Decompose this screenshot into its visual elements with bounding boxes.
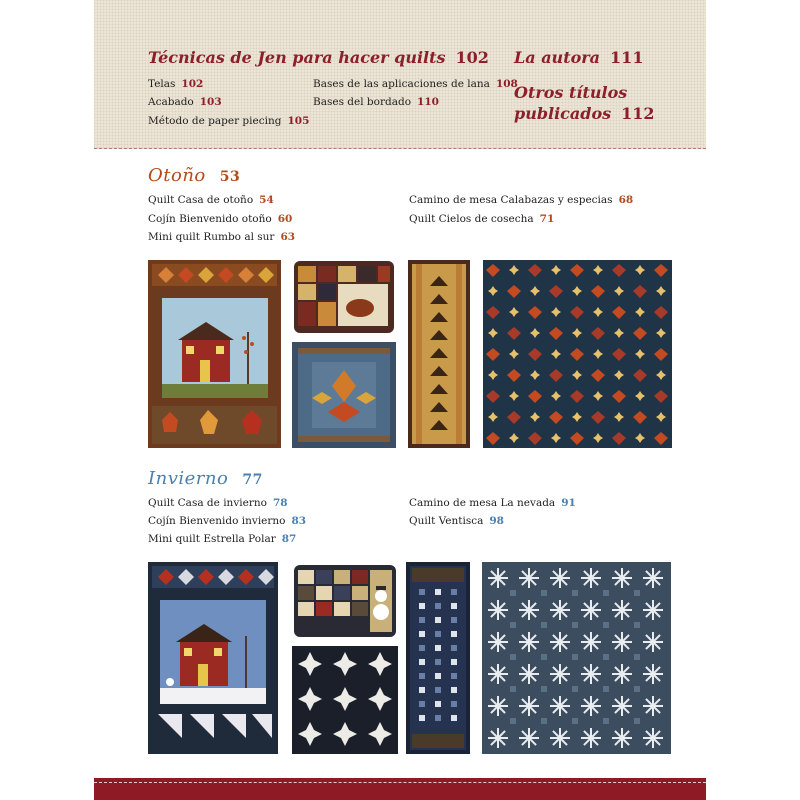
toc-item-page: 83	[291, 515, 307, 527]
winter-pillow-photo[interactable]	[292, 562, 398, 640]
author-page: 111	[610, 48, 644, 67]
toc-item-label: Bases de las aplicaciones de lana	[313, 78, 490, 90]
toc-item-label: Camino de mesa Calabazas y especias	[409, 194, 613, 206]
blizzard-quilt-photo[interactable]	[482, 562, 671, 754]
toc-item-label: Cojín Bienvenido otoño	[148, 213, 272, 225]
toc-item-label: Camino de mesa La nevada	[409, 497, 556, 509]
toc-item-label: Bases del bordado	[313, 96, 412, 108]
autumn-section-title	[148, 165, 240, 186]
toc-item-page: 103	[199, 96, 222, 108]
toc-item-label: Quilt Cielos de cosecha	[409, 213, 534, 225]
toc-item[interactable]	[148, 515, 306, 527]
toc-item[interactable]	[148, 96, 222, 108]
toc-item-page: 63	[280, 231, 296, 243]
autumn-mini-quilt-photo[interactable]	[292, 342, 396, 448]
autumn-title: Otoño	[148, 165, 206, 186]
toc-item-page: 102	[181, 78, 204, 90]
toc-item-page: 108	[495, 78, 518, 90]
toc-item-label: Método de paper piecing	[148, 115, 282, 127]
contents-page	[94, 0, 706, 800]
autumn-table-runner-photo[interactable]	[408, 260, 470, 448]
toc-item[interactable]	[409, 515, 504, 527]
techniques-heading	[148, 48, 489, 67]
toc-item[interactable]	[409, 194, 633, 206]
autumn-house-quilt-photo[interactable]	[148, 260, 281, 448]
autumn-pillow-photo[interactable]	[292, 258, 396, 336]
winter-title: Invierno	[148, 468, 229, 489]
harvest-skies-quilt-photo[interactable]	[483, 260, 672, 448]
toc-item[interactable]	[313, 96, 439, 108]
toc-item[interactable]	[148, 115, 309, 127]
toc-item-page: 91	[561, 497, 576, 509]
techniques-title: Técnicas de Jen para hacer quilts	[148, 48, 446, 67]
toc-item[interactable]	[409, 213, 554, 225]
toc-item-page: 54	[259, 194, 274, 206]
toc-item-page: 105	[287, 115, 310, 127]
other-titles-page: 112	[621, 104, 655, 123]
toc-item-label: Mini quilt Rumbo al sur	[148, 231, 275, 243]
north-star-mini-quilt-photo[interactable]	[292, 646, 398, 754]
techniques-page: 102	[455, 48, 489, 67]
toc-item-label: Quilt Ventisca	[409, 515, 484, 527]
toc-item-label: Quilt Casa de otoño	[148, 194, 254, 206]
toc-item[interactable]	[148, 78, 203, 90]
toc-item[interactable]	[148, 213, 292, 225]
footer-band	[94, 778, 706, 800]
winter-page: 77	[242, 472, 263, 488]
toc-item[interactable]	[409, 497, 576, 509]
toc-item[interactable]	[148, 497, 288, 509]
toc-item-label: Telas	[148, 78, 176, 90]
toc-item-label: Acabado	[148, 96, 194, 108]
other-titles-line1: Otros títulos	[514, 83, 628, 102]
toc-item-page: 98	[489, 515, 504, 527]
toc-item[interactable]	[148, 194, 274, 206]
toc-item[interactable]	[148, 533, 296, 545]
autumn-page: 53	[219, 169, 241, 185]
winter-house-quilt-photo[interactable]	[148, 562, 278, 754]
linen-header-panel	[94, 0, 706, 149]
snowfall-table-runner-photo[interactable]	[406, 562, 470, 754]
toc-item[interactable]	[148, 231, 295, 243]
toc-item-page: 87	[281, 533, 297, 545]
toc-item-label: Cojín Bienvenido invierno	[148, 515, 286, 527]
toc-item-page: 68	[618, 194, 634, 206]
toc-item-page: 60	[277, 213, 293, 225]
toc-item-page: 71	[539, 213, 555, 225]
winter-section-title	[148, 468, 263, 489]
author-title: La autora	[514, 48, 601, 67]
toc-item[interactable]	[313, 78, 518, 90]
author-heading[interactable]	[514, 48, 643, 67]
toc-item-label: Mini quilt Estrella Polar	[148, 533, 276, 545]
toc-item-label: Quilt Casa de invierno	[148, 497, 267, 509]
toc-item-page: 110	[417, 96, 439, 108]
other-titles-line2: publicados	[514, 104, 612, 123]
toc-item-page: 78	[272, 497, 288, 509]
other-titles-heading[interactable]	[514, 82, 655, 124]
